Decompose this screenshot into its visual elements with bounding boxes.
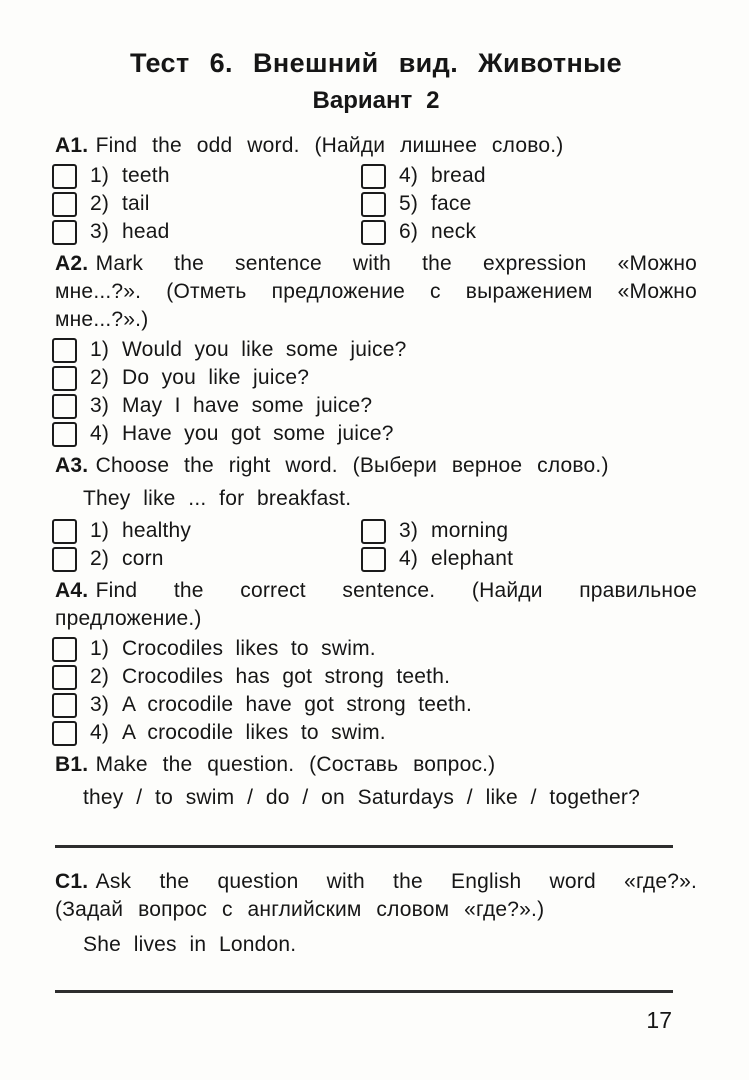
option-text: Crocodiles likes to swim. <box>122 637 376 660</box>
answer-checkbox-a1-5[interactable] <box>361 192 386 217</box>
option-row-a3-4 <box>364 545 697 573</box>
option-row-a2-1 <box>55 336 697 364</box>
option-text: Do you like juice? <box>122 366 310 389</box>
option-row-a2-2 <box>55 364 697 392</box>
option-row-a3-3 <box>364 517 697 545</box>
question-a1-options <box>55 162 697 246</box>
question-c1-prompt-line1 <box>55 868 697 896</box>
answer-checkbox-a4-4[interactable] <box>52 721 77 746</box>
question-a3-options <box>55 517 697 573</box>
option-number: 3) <box>90 693 110 716</box>
question-a2-prompt-line3: мне...?».) <box>55 308 149 331</box>
answer-checkbox-a4-3[interactable] <box>52 693 77 718</box>
question-a4-label: A4. <box>55 579 89 602</box>
answer-line-b1[interactable] <box>55 845 673 848</box>
page-number: 17 <box>646 1007 672 1033</box>
question-c1-sentence: She lives in London. <box>83 933 297 956</box>
question-a2-options <box>55 336 697 448</box>
option-row-a1-6 <box>364 218 697 246</box>
question-a2-label: A2. <box>55 252 89 275</box>
question-a3-sentence: They like ... for breakfast. <box>83 487 352 510</box>
test-title: Тест 6. Внешний вид. Животные <box>129 48 623 78</box>
option-text: elephant <box>431 547 514 570</box>
answer-checkbox-a1-3[interactable] <box>52 220 77 245</box>
option-text: A crocodile have got strong teeth. <box>122 693 472 716</box>
answer-checkbox-a4-2[interactable] <box>52 665 77 690</box>
option-number: 4) <box>399 164 419 187</box>
options-column-left <box>55 162 364 246</box>
option-text: morning <box>431 519 509 542</box>
option-number: 1) <box>90 338 110 361</box>
question-a1-label: A1. <box>55 134 89 157</box>
answer-checkbox-a4-1[interactable] <box>52 637 77 662</box>
option-row-a1-4 <box>364 162 697 190</box>
option-row-a1-5 <box>364 190 697 218</box>
answer-checkbox-a1-2[interactable] <box>52 192 77 217</box>
option-number: 4) <box>90 422 110 445</box>
option-row-a4-3 <box>55 691 697 719</box>
option-text: neck <box>431 220 477 243</box>
option-number: 4) <box>90 721 110 744</box>
option-text: A crocodile likes to swim. <box>122 721 386 744</box>
option-number: 1) <box>90 164 110 187</box>
option-text: Crocodiles has got strong teeth. <box>122 665 451 688</box>
option-row-a4-1 <box>55 635 697 663</box>
question-b1-text: Make the question. (Составь вопрос.) <box>95 753 496 776</box>
option-row-a4-4 <box>55 719 697 747</box>
question-b1-jumbled-words: they / to swim / do / on Saturdays / like / together? <box>83 786 640 809</box>
question-a4-prompt-line2: предложение.) <box>55 607 202 630</box>
option-row-a1-2 <box>55 190 364 218</box>
question-c1-prompt-line2: (Задай вопрос с английским словом «где?».) <box>55 898 545 921</box>
option-row-a3-2 <box>55 545 364 573</box>
answer-checkbox-a2-1[interactable] <box>52 338 77 363</box>
question-a3-label: A3. <box>55 454 89 477</box>
answer-checkbox-a3-2[interactable] <box>52 547 77 572</box>
option-text: tail <box>122 192 150 215</box>
option-number: 2) <box>90 665 110 688</box>
question-a4-text: Find the correct sentence. (Найди правильное <box>95 579 697 602</box>
answer-checkbox-a1-4[interactable] <box>361 164 386 189</box>
option-text: corn <box>122 547 164 570</box>
question-a2-text: Mark the sentence with the expression «Можно <box>95 252 697 275</box>
options-column-left <box>55 517 364 573</box>
question-a4-prompt-line1 <box>55 577 697 605</box>
answer-checkbox-a3-4[interactable] <box>361 547 386 572</box>
option-text: healthy <box>122 519 192 542</box>
option-text: Have you got some juice? <box>122 422 394 445</box>
option-text: May I have some juice? <box>122 394 373 417</box>
option-number: 2) <box>90 192 110 215</box>
answer-checkbox-a2-3[interactable] <box>52 394 77 419</box>
option-number: 2) <box>90 547 110 570</box>
option-text: Would you like some juice? <box>122 338 407 361</box>
options-column-right <box>364 517 697 573</box>
question-b1-label: B1. <box>55 753 89 776</box>
answer-line-c1[interactable] <box>55 990 673 993</box>
option-text: head <box>122 220 170 243</box>
answer-checkbox-a3-3[interactable] <box>361 519 386 544</box>
answer-checkbox-a1-1[interactable] <box>52 164 77 189</box>
question-a1-text: Find the odd word. (Найди лишнее слово.) <box>95 134 564 157</box>
question-a4-options <box>55 635 697 747</box>
answer-checkbox-a3-1[interactable] <box>52 519 77 544</box>
option-row-a2-4 <box>55 420 697 448</box>
option-row-a1-3 <box>55 218 364 246</box>
variant-title: Вариант 2 <box>312 87 440 114</box>
option-number: 1) <box>90 519 110 542</box>
question-a2-prompt-line2: мне...?». (Отметь предложение с выражением «Можно <box>55 280 697 303</box>
option-number: 1) <box>90 637 110 660</box>
options-column-right <box>364 162 697 246</box>
question-c1-text: Ask the question with the English word «где?». <box>95 870 697 893</box>
option-number: 3) <box>90 394 110 417</box>
option-number: 5) <box>399 192 419 215</box>
option-row-a4-2 <box>55 663 697 691</box>
answer-checkbox-a2-2[interactable] <box>52 366 77 391</box>
option-row-a1-1 <box>55 162 364 190</box>
option-number: 4) <box>399 547 419 570</box>
option-text: bread <box>431 164 486 187</box>
answer-checkbox-a2-4[interactable] <box>52 422 77 447</box>
question-a1-prompt <box>55 132 697 160</box>
option-number: 3) <box>90 220 110 243</box>
option-number: 2) <box>90 366 110 389</box>
question-a2-prompt-line1 <box>55 250 697 278</box>
option-number: 3) <box>399 519 419 542</box>
option-row-a2-3 <box>55 392 697 420</box>
option-text: teeth <box>122 164 170 187</box>
option-text: face <box>431 192 472 215</box>
question-a3-text: Choose the right word. (Выбери верное слово.) <box>95 454 609 477</box>
answer-checkbox-a1-6[interactable] <box>361 220 386 245</box>
option-number: 6) <box>399 220 419 243</box>
question-a3-prompt <box>55 452 697 480</box>
option-row-a3-1 <box>55 517 364 545</box>
question-c1-label: C1. <box>55 870 89 893</box>
question-b1-prompt <box>55 751 697 779</box>
